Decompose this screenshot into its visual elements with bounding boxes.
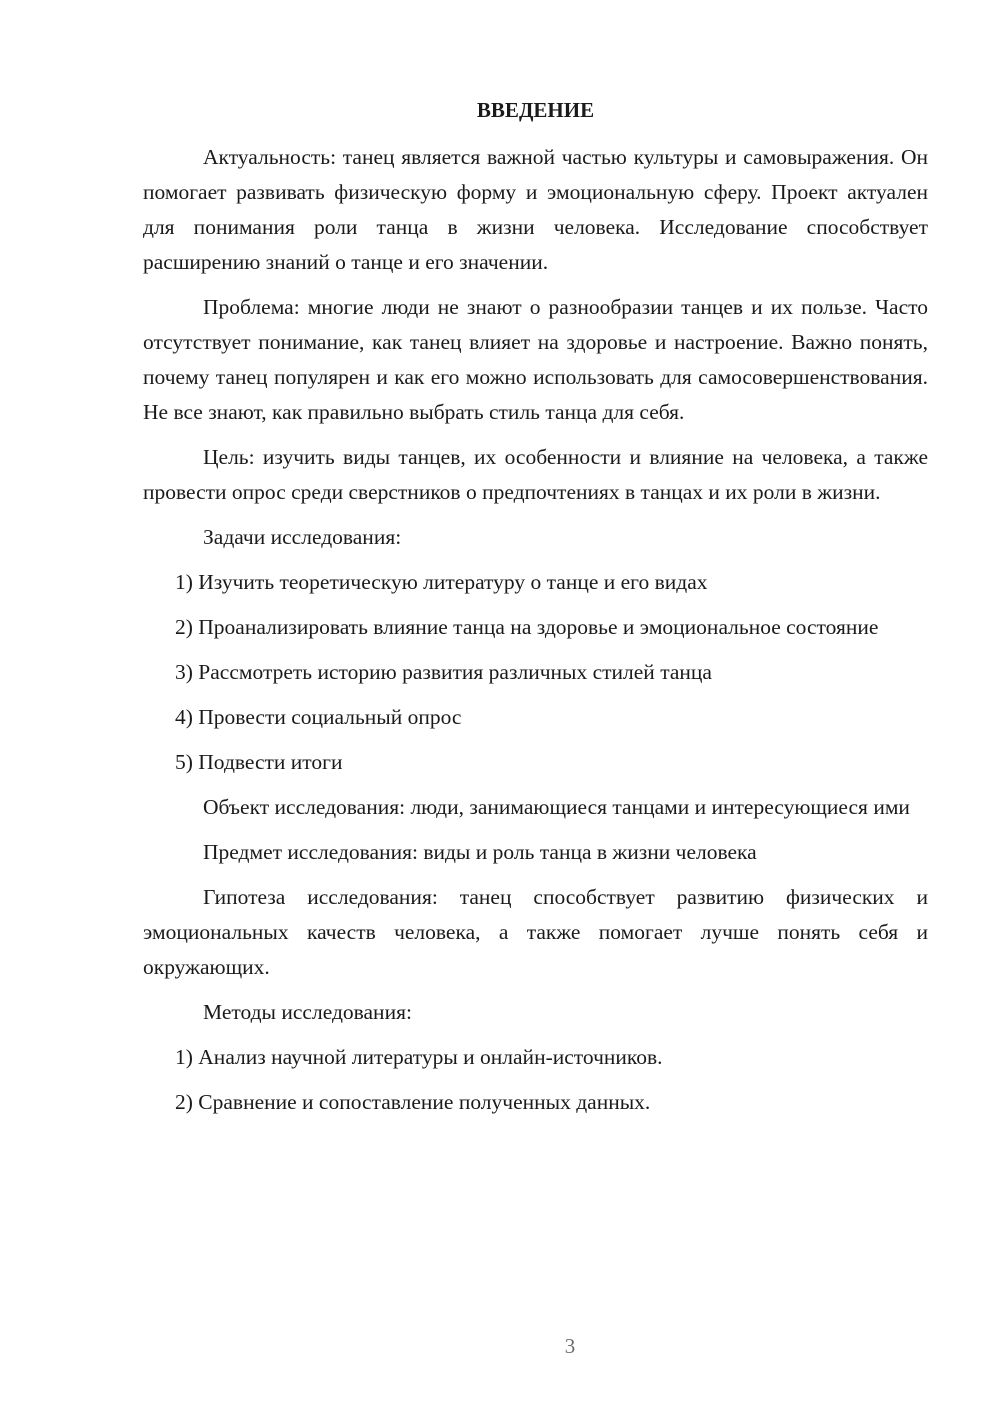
page-number: 3 [564,1334,576,1358]
document-page [143,92,928,1130]
tasks-heading: Задачи исследования: [203,525,402,549]
relevance-paragraph: Актуальность: танец является важной частью культуры и самовыражения. Он помогает развивать физическую форму и эмоциональную сферу. Проект актуален для понимания роли танца в жизни человека. Исследование способствует расширению знаний о танце и его значении. [143,145,928,274]
object-paragraph: Объект исследования: люди, занимающиеся танцами и интересующиеся ими [203,795,910,819]
section-title: ВВЕДЕНИЕ [476,98,595,122]
subject-paragraph: Предмет исследования: виды и роль танца в жизни человека [203,840,757,864]
task-item-4: 4) Провести социальный опрос [175,705,462,729]
method-item-1: 1) Анализ научной литературы и онлайн-источников. [175,1045,663,1069]
task-item-2: 2) Проанализировать влияние танца на здоровье и эмоциональное состояние [175,615,879,639]
hypothesis-paragraph: Гипотеза исследования: танец способствует развитию физических и эмоциональных качеств человека, а также помогает лучше понять себя и окружающих. [143,885,928,979]
methods-heading: Методы исследования: [203,1000,412,1024]
method-item-2: 2) Сравнение и сопоставление полученных данных. [175,1090,651,1114]
task-item-1: 1) Изучить теоретическую литературу о танце и его видах [175,570,708,594]
problem-paragraph: Проблема: многие люди не знают о разнообразии танцев и их пользе. Часто отсутствует понимание, как танец влияет на здоровье и настроение. Важно понять, почему танец популярен и как его можно использовать для самосовершенствования. Не все знают, как правильно выбрать стиль танца для себя. [143,295,928,424]
goal-paragraph: Цель: изучить виды танцев, их особенности и влияние на человека, а также провести опрос среди сверстников о предпочтениях в танцах и их роли в жизни. [143,445,928,504]
task-item-5: 5) Подвести итоги [175,750,343,774]
task-item-3: 3) Рассмотреть историю развития различных стилей танца [175,660,712,684]
